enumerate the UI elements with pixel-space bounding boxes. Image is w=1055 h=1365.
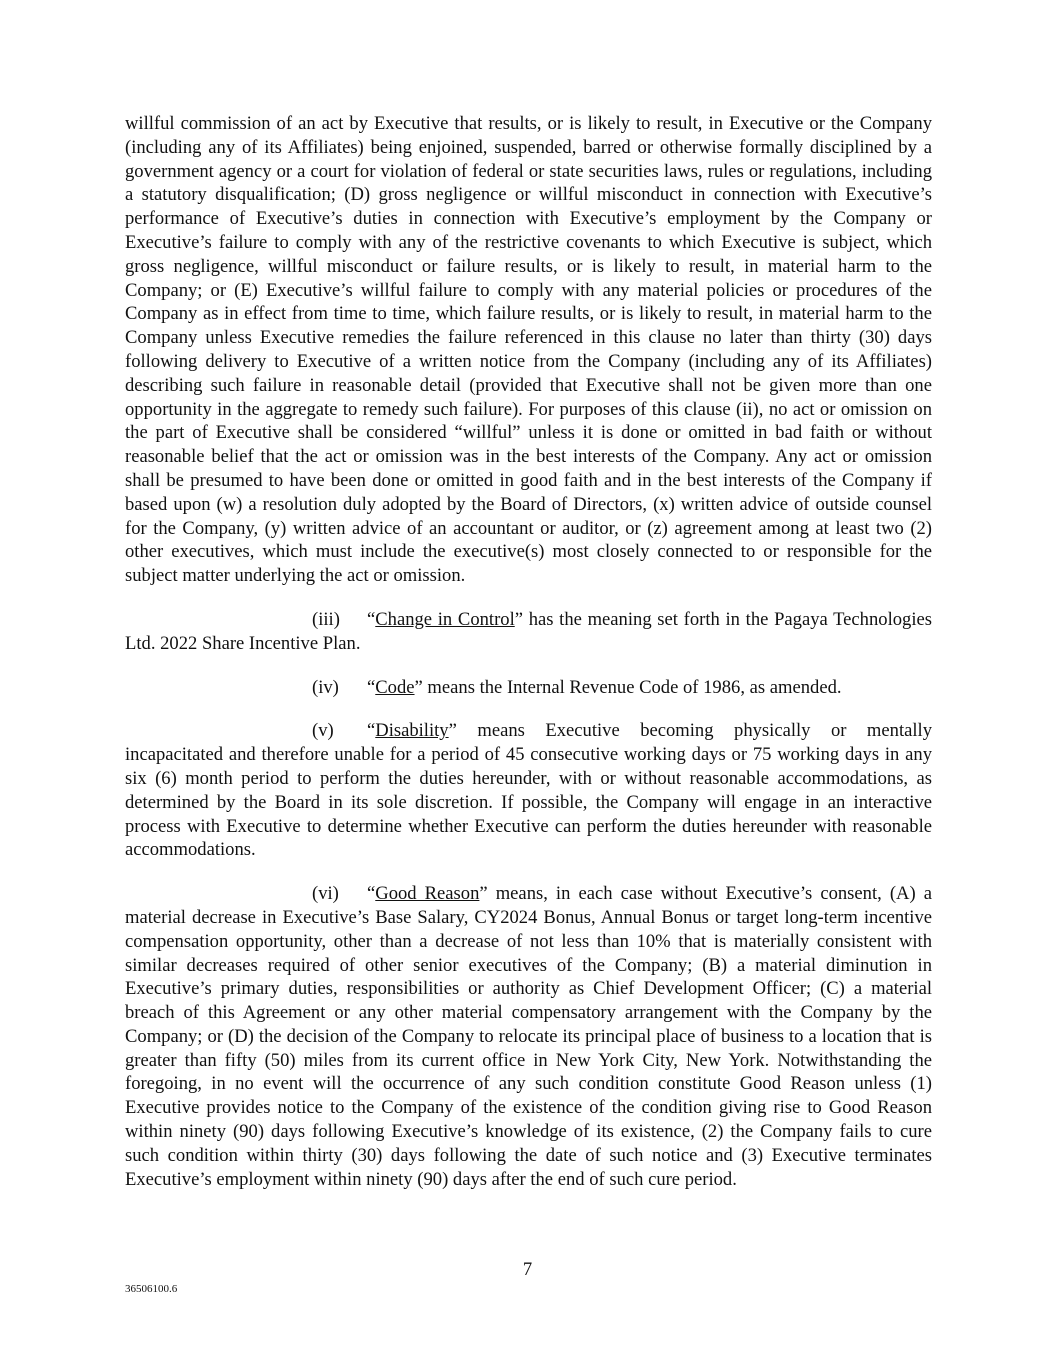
open-quote: “ — [367, 883, 376, 905]
defined-term: Change in Control — [375, 608, 515, 630]
defined-term: Disability — [375, 720, 449, 742]
close-quote: ” — [448, 720, 457, 742]
definition-good-reason — [125, 882, 932, 1191]
document-id: 36506100.6 — [125, 1283, 178, 1295]
defined-term: Code — [375, 676, 415, 698]
clause-number: (v) — [312, 720, 334, 742]
definition-change-in-control — [125, 608, 932, 656]
open-quote: “ — [367, 676, 376, 698]
clause-number: (vi) — [312, 883, 339, 905]
document-body — [125, 112, 932, 1211]
close-quote: ” — [479, 883, 488, 905]
definition-disability — [125, 719, 932, 862]
definition-text: means, in each case without Executive’s consent, (A) a material decrease in Executive’s Base Salary, CY2024 Bonus, Annual Bonus or target long-term incentive compensation opportunity, other than a decrease of not less than 10% that is materially consistent with similar decreases required of other senior executives of the Company; (B) a material diminution in Executive’s primary duties, responsibilities or authority as Chief Development Officer; (C) a material breach of this Agreement or any other material compensatory arrangement with the Company by the Company; or (D) the decision of the Company to relocate its principal place of business to a location that is greater than fifty (50) miles from its current office in New York City, New York. Notwithstanding the foregoing, in no event will the occurrence of any such condition constitute Good Reason unless (1) Executive provides notice to the Company of the existence of the condition giving rise to Good Reason within ninety (90) days following Executive’s knowledge of its existence, (2) the Company fails to cure such condition within thirty (30) days following the date of such notice and (3) Executive terminates Executive’s employment within ninety (90) days after the end of such cure period. — [125, 883, 932, 1190]
definition-text: means Executive becoming physically or mentally incapacitated and therefore unable for a period of 45 consecutive working days or 75 working days in any six (6) month period to perform the duties hereunder, with or without reasonable accommodations, as determined by the Board in its sole discretion. If possible, the Company will engage in an interactive process with Executive to determine whether Executive can perform the duties hereunder with reasonable accommodations. — [125, 720, 932, 861]
defined-term: Good Reason — [375, 883, 480, 905]
clause-number: (iii) — [312, 608, 340, 630]
open-quote: “ — [367, 720, 376, 742]
clause-number: (iv) — [312, 676, 339, 698]
definition-text: means the Internal Revenue Code of 1986, as amended. — [422, 676, 842, 698]
close-quote: ” — [414, 676, 423, 698]
continuation-paragraph: willful commission of an act by Executive that results, or is likely to result, in Executive or the Company (including any of its Affiliates) being enjoined, suspended, barred or otherwise formally disciplined by a government agency or a court for violation of federal or state securities laws, rules or regulations, including a statutory disqualification; (D) gross negligence or willful misconduct in connection with Executive’s performance of Executive’s duties in connection with Executive’s employment by the Company or Executive’s failure to comply with any of the restrictive covenants to which Executive is subject, which gross negligence, willful misconduct or failure results, or is likely to result, in material harm to the Company; or (E) Executive’s willful failure to comply with any material policies or procedures of the Company as in effect from time to time, which failure results, or is likely to result, in material harm to the Company unless Executive remedies the failure referenced in this clause no later than thirty (30) days following delivery to Executive of a written notice from the Company (including any of its Affiliates) describing such failure in reasonable detail (provided that Executive shall not be given more than one opportunity in the aggregate to remedy such failure). For purposes of this clause (ii), no act or omission on the part of Executive shall be considered “willful” unless it is done or omitted in bad faith or without reasonable belief that the act or omission was in the best interests of the Company. Any act or omission shall be presumed to have been done or omitted in good faith and in the best interests of the Company if based upon (w) a resolution duly adopted by the Board of Directors, (x) written advice of outside counsel for the Company, (y) written advice of an accountant or auditor, or (z) agreement among at least two (2) other executives, which must include the executive(s) most closely connected to or responsible for the subject matter underlying the act or omission. — [125, 113, 932, 587]
definition-code — [125, 676, 932, 700]
definition-text: has the meaning set forth in the Pagaya Technologies Ltd. 2022 Share Incentive Plan. — [125, 608, 932, 654]
open-quote: “ — [367, 608, 376, 630]
close-quote: ” — [514, 608, 523, 630]
page-number: 7 — [522, 1259, 533, 1280]
